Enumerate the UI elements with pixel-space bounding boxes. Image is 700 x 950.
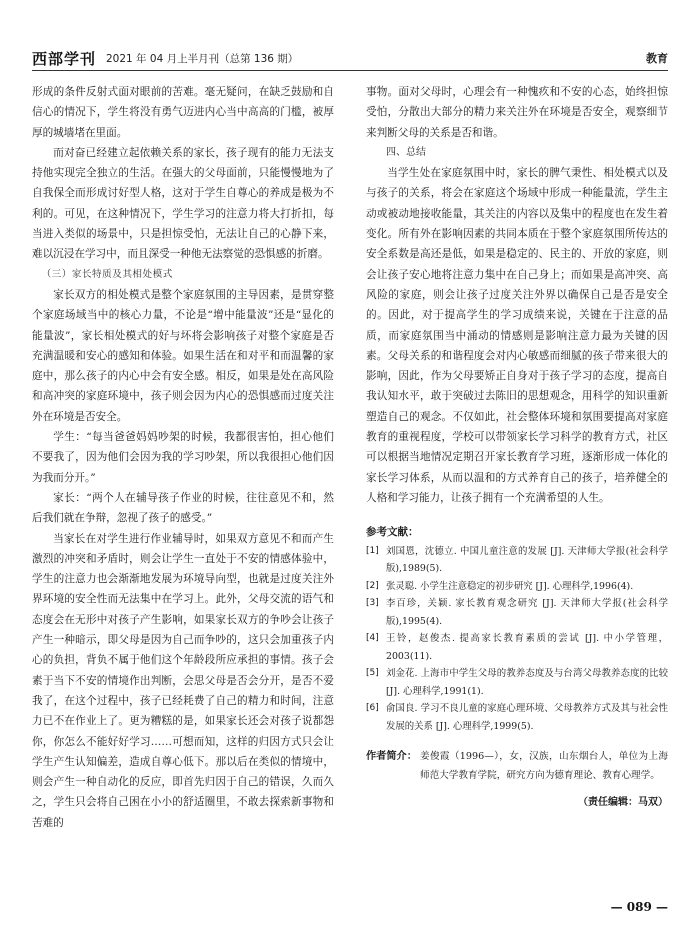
reference-number: [2]: [366, 580, 379, 591]
reference-number: [5]: [366, 668, 379, 679]
header-divider: [32, 70, 668, 71]
reference-number: [4]: [366, 633, 379, 644]
paragraph: 家长双方的相处模式是整个家庭氛围的主导因素，是贯穿整个家庭场域当中的核心力量，不论是“增中能量波”还是“显化的能量波”，家长相处模式的好与坏将会影响孩子对整个家庭是否充满温暖和安心的感知和体验。如果生活在和对平和而温馨的家庭中，那么孩子的内心中会有安全感。相反，如果是处在高风险和高冲突的家庭环境中，孩子则会因为内心的恐惧感而过度关注外在环境是否安全。: [32, 288, 334, 423]
paragraph: 当学生处在家庭氛围中时，家长的脾气秉性、相处模式以及与孩子的关系，将会在家庭这个场域中形成一种能量流，学生主动或被动地接收能量，其关注的内容以及集中的程度也在发生着变化。所有外在影响因素的共同本质在于整个家庭氛围所传达的安全系数是高还是低，如果是稳定的、民主的、开放的家庭，则会让孩子安心地将注意力集中在自己身上；而如果是高冲突、高风险的家庭，则会让孩子过度关注外界以确保自己是否是安全的。因此，对于提高学生的学习成绩来说，关键在于注意的品质，而家庭氛围当中涌动的情感则是影响注意力最为关键的因素。父母关系的和谐程度会对内心敏感而细腻的孩子带来很大的影响，因此，作为父母要矫正自身对于孩子学习的态度，提高自我认知水平，敢于突破过去陈旧的思想观念，用科学的知识重新塑造自己的观念。不仅如此，社会整体环境和氛围要提高对家庭教育的重视程度，学校可以带领家长学习科学的教育方式，社区可以根据当地情况定期召开家长教育学习班，逐渐形成一体化的家长学习体系，从而以温和的方式养育自己的孩子，培养健全的人格和学习能力，让孩子拥有一个充满希望的人生。: [366, 167, 668, 504]
reference-number: [6]: [366, 703, 379, 714]
reference-item: [366, 595, 668, 630]
reference-item: [366, 630, 668, 665]
paragraph-continued: 事物。面对父母时，心理会有一种愧疚和不安的心态，始终担惊受怕，分散出大部分的精力来关注外在环境是否安全，观察细节来判断父母的关系是否和谐。: [366, 86, 668, 139]
references-title: 参考文献：: [366, 526, 419, 539]
author-bio-label: 作者简介：: [366, 751, 417, 763]
page-header: [32, 46, 668, 68]
author-bio: [366, 747, 668, 785]
reference-text: 李百珍，关颖. 家长教育观念研究 [J]. 天津师大学报(社会科学版),1995(4).: [386, 598, 668, 627]
reference-text: 俞国良. 学习不良儿童的家庭心理环境、父母教养方式及其与社会性发展的关系 [J]. 心理科学,1999(5).: [386, 703, 668, 732]
reference-number: [1]: [366, 545, 379, 556]
parent-quote: 家长：“两个人在辅导孩子作业的时候，往往意见不和，然后我们就在争辩，忽视了孩子的感受。”: [32, 491, 334, 525]
reference-item: [366, 578, 668, 596]
reference-number: [3]: [366, 598, 379, 609]
author-bio-text: 姜俊霞（1996—），女，汉族，山东烟台人，单位为上海师范大学教育学院，研究方向为德育理论、教育心理学。: [420, 751, 668, 782]
page-number: — 089 —: [610, 900, 668, 914]
reference-text: 张灵聪. 小学生注意稳定的初步研究 [J]. 心理科学,1996(4).: [386, 580, 634, 592]
paragraph-continued: 形成的条件反射式面对眼前的苦难。毫无疑问，在缺乏鼓励和自信心的情况下，学生将没有勇气迈进内心当中高高的门槛，被厚厚的城墙堵在里面。: [32, 86, 334, 139]
student-quote: 学生：“每当爸爸妈妈吵架的时候，我都很害怕，担心他们不要我了，因为他们会因为我的学习吵架，所以我很担心他们因为我而分开。”: [32, 431, 334, 484]
right-column: [366, 82, 668, 813]
responsible-editor: （责任编辑：马双）: [578, 797, 668, 809]
paragraph: 而对奋已经建立起依赖关系的家长，孩子现有的能力无法支持他实现完全独立的生活。在强大的父母面前，只能慢慢地为了自我保全而形成讨好型人格，这对于学生自尊心的养成是极为不利的。可见，在这种情况下，学生学习的注意力将大打折扣，每当进入类似的场景中，只是担惊受怕，无法让自己的心静下来，难以沉浸在学习中，而且深受一种他无法察觉的恐惧感的折磨。: [32, 146, 334, 261]
section-label: 教育: [646, 52, 668, 65]
subsection-heading: （三）家长特质及其相处模式: [41, 268, 173, 280]
reference-item: [366, 543, 668, 578]
reference-text: 王铃，赵俊杰. 提高家长教育素质的尝试 [J]. 中小学管理，2003(11).: [386, 633, 668, 662]
section-heading: 四、总结: [386, 146, 426, 158]
reference-item: [366, 665, 668, 700]
left-column: [32, 82, 334, 833]
reference-item: [366, 700, 668, 735]
reference-text: 刘国恩，沈德立. 中国儿童注意的发展 [J]. 天津师大学报(社会科学版),1989(5).: [386, 545, 668, 575]
reference-text: 刘金花. 上海市中学生父母的教养态度及与台湾父母教养态度的比较 [J]. 心理科学,1991(1).: [386, 668, 668, 697]
issue-info: 2021 年 04 月上半月刊（总第 136 期）: [106, 53, 299, 65]
references-list: [366, 543, 668, 736]
paragraph: 当家长在对学生进行作业辅导时，如果双方意见不和而产生激烈的冲突和矛盾时，则会让学生一直处于不安的情感体验中，学生的注意力也会渐渐地发展为环境导向型，也就是过度关注外界环境的安全性而无法集中在学习上。此外，父母交流的语气和态度会在无形中对孩子产生影响，如果家长双方的争吵会让孩子产生一种暗示，即父母是因为自己而争吵的，这只会加重孩子内心的负担，背负不属于他们这个年龄段所应承担的事情。孩子会素于当下不安的情境作出判断，会思父母是否会分开，是否不爱我了，在这个过程中，孩子已经耗费了自己的精力和时间，注意力已不在作业上了。更为糟糕的是，如果家长还会对孩子说都怨你，你怎么不能好好学习……可想而知，这样的归因方式只会让学生产生认知偏差，造成自尊心低下。那以后在类似的情境中，则会产生一种自动化的反应，即首先归因于自己的错误，久而久之，学生只会将自己困在小小的舒适圈里，不敢去探索新事物和苦难的: [32, 532, 334, 829]
journal-logo: 西部学刊: [32, 50, 97, 68]
